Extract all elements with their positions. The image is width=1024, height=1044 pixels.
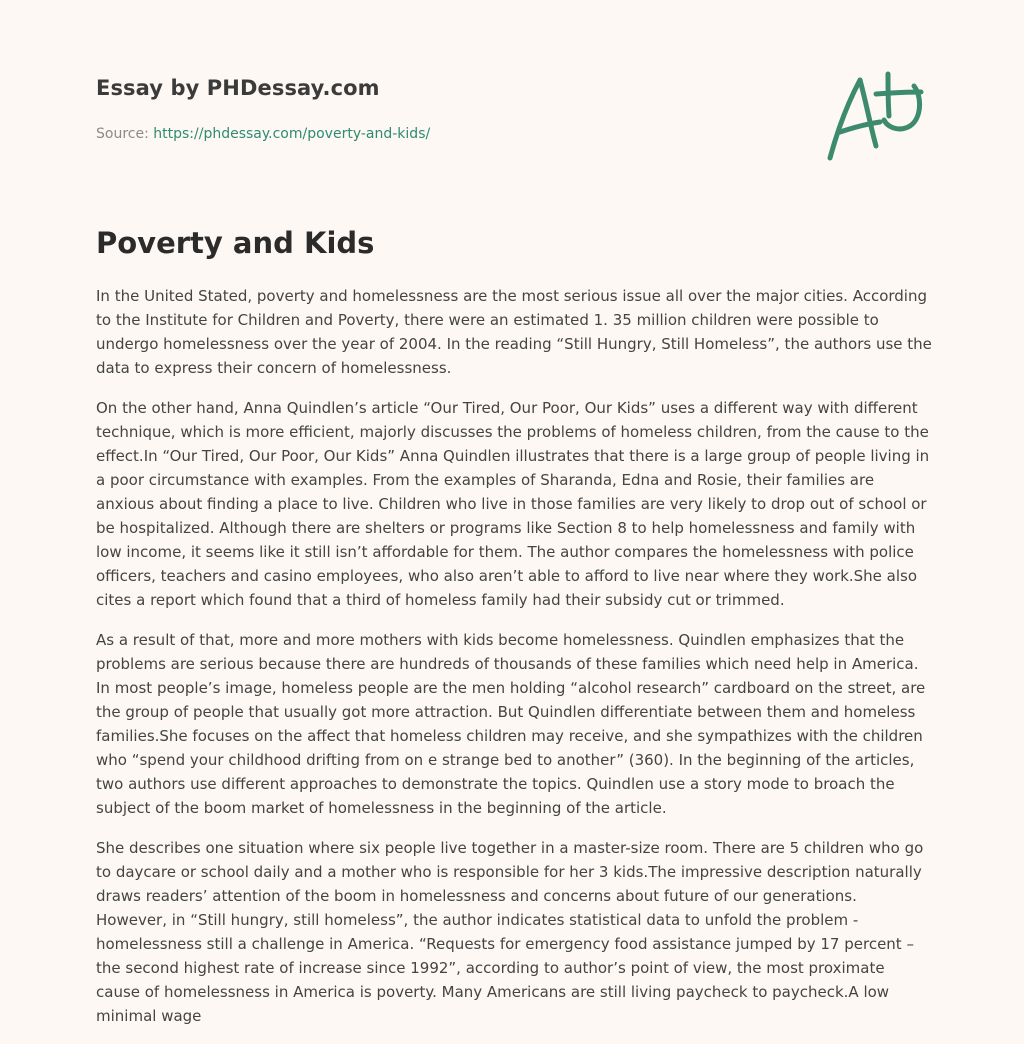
source-label: Source: xyxy=(96,126,149,142)
essay-paragraph: As a result of that, more and more mothers with kids become homelessness. Quindlen emphasizes that the problems are serious because there are hundreds of thousands of these families which need help in America. In most people’s image, homeless people are the men holding “alcohol research” cardboard on the street, are the group of people that usually got more attraction. But Quindlen differentiate between them and homeless families.She focuses on the affect that homeless children may receive, and she sympathizes with the children who “spend your childhood drifting from on e strange bed to another” (360). In the beginning of the articles, two authors use different approaches to demonstrate the topics. Quindlen use a story mode to broach the subject of the boom market of homelessness in the beginning of the article. xyxy=(96,631,926,817)
essay-header xyxy=(96,76,796,142)
essay-paragraph: She describes one situation where six people live together in a master-size room. There are 5 children who go to daycare or school daily and a mother who is responsible for her 3 kids.The impressive description naturally draws readers’ attention of the boom in homelessness and concerns about future of our generations. However, in “Still hungry, still homeless”, the author indicates statistical data to unfold the problem - homelessness still a challenge in America. “Requests for emergency food assistance jumped by 17 percent – the second highest rate of increase since 1992”, according to author’s point of view, the most proximate cause of homelessness in America is poverty. Many Americans are still living paycheck to paycheck.A low minimal wage xyxy=(96,839,924,1025)
essay-paragraph: On the other hand, Anna Quindlen’s article “Our Tired, Our Poor, Our Kids” uses a different way with different technique, which is more efficient, majorly discusses the problems of homeless children, from the cause to the effect.In “Our Tired, Our Poor, Our Kids” Anna Quindlen illustrates that there is a large group of people living in a poor circumstance with examples. From the examples of Sharanda, Edna and Rosie, their families are anxious about finding a place to live. Children who live in those families are very likely to drop out of school or be hospitalized. Although there are shelters or programs like Section 8 to help homelessness and family with low income, it seems like it still isn’t affordable for them. The author compares the homelessness with police officers, teachers and casino employees, who also aren’t able to afford to live near where they work.She also cites a report which found that a third of homeless family had their subsidy cut or trimmed. xyxy=(96,399,930,609)
a-plus-grade-icon xyxy=(822,66,928,166)
essay-body xyxy=(96,284,932,1044)
source-link[interactable]: https://phdessay.com/poverty-and-kids/ xyxy=(153,126,431,142)
essay-title: Poverty and Kids xyxy=(96,226,375,260)
essay-paragraph: In the United Stated, poverty and homelessness are the most serious issue all over the major cities. According to the Institute for Children and Poverty, there were an estimated 1. 35 million children were possible to undergo homelessness over the year of 2004. In the reading “Still Hungry, Still Homeless”, the authors use the data to express their concern of homelessness. xyxy=(96,287,932,377)
source-line xyxy=(96,126,796,142)
site-title: Essay by PHDessay.com xyxy=(96,76,380,100)
a-plus-logo-svg xyxy=(822,66,928,166)
